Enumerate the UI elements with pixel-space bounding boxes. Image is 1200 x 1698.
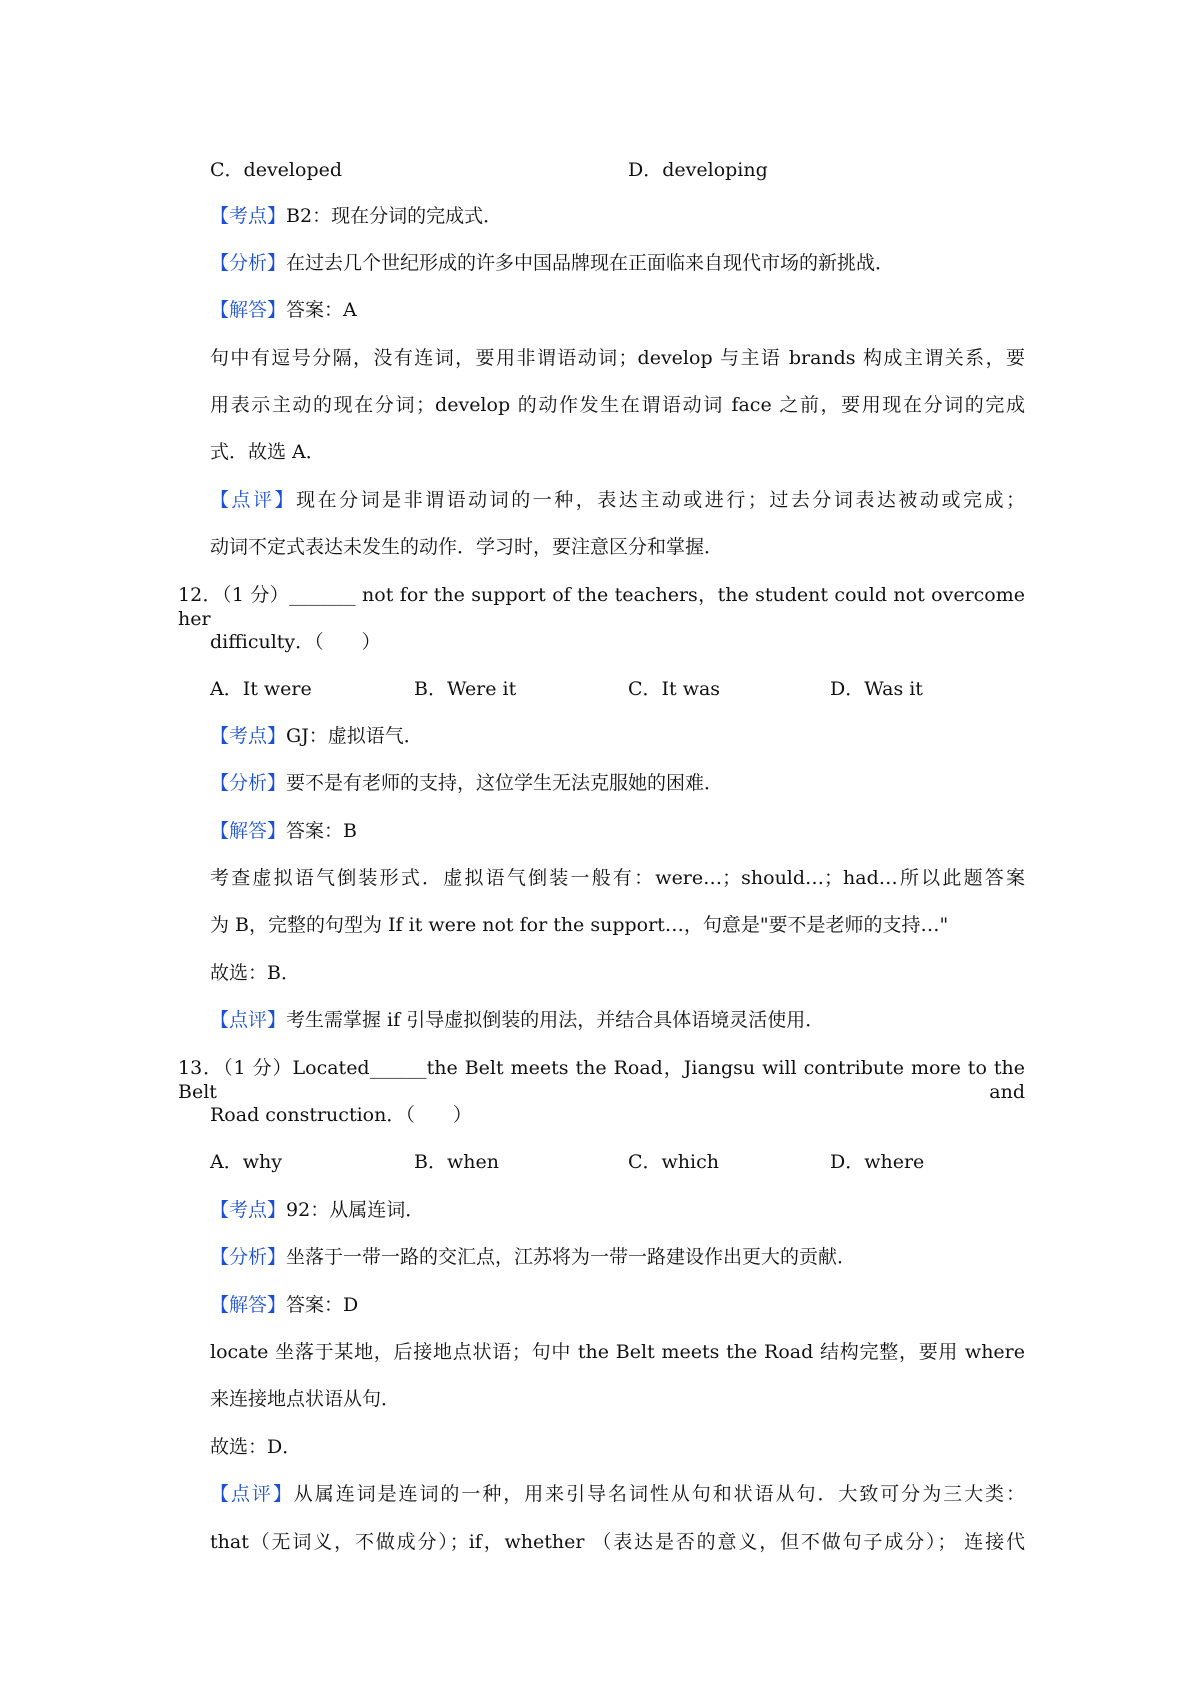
option-d: D．developing: [628, 159, 768, 181]
dianping-text: 考生需掌握 if 引导虚拟倒装的用法，并结合具体语境灵活使用．: [286, 1009, 825, 1031]
q12-option-d: D．Was it: [830, 678, 923, 700]
q13-stem-line-2: Road construction．（ ）: [210, 1104, 472, 1126]
q12-stem-line-1: 12．（1 分）_______ not for the support of the teachers，the student could not overcome her: [178, 584, 1025, 630]
q13-explanation-line-2: 来连接地点状语从句．: [210, 1388, 401, 1410]
q12-option-c: C．It was: [628, 678, 721, 700]
q13-kaodian: [210, 1198, 424, 1222]
q12-kaodian: [210, 724, 423, 748]
q12-option-a: A．It were: [210, 678, 312, 700]
jieda-tag: 【解答】: [210, 299, 287, 321]
q12-explanation-line-1: 考查虚拟语气倒装形式．虚拟语气倒装一般有：were…；should…；had…所以此题答案: [210, 867, 1025, 889]
jieda-text: 答案：A: [286, 299, 357, 321]
option-c: C．developed: [210, 159, 343, 181]
kaodian-tag: 【考点】: [210, 205, 287, 227]
q12-stem-line-2: difficulty．（ ）: [210, 631, 381, 653]
q13-option-c: C．which: [628, 1151, 719, 1173]
q12-jieda: [210, 819, 357, 843]
q13-jieda: [210, 1293, 358, 1317]
fenxi-tag: 【分析】: [210, 772, 287, 794]
dianping-text: 现在分词是非谓语动词的一种，表达主动或进行；过去分词表达被动或完成；: [296, 489, 1025, 511]
jieda-tag: 【解答】: [210, 820, 287, 842]
dianping-text: 从属连词是连词的一种，用来引导名词性从句和状语从句．大致可分为三大类：: [293, 1483, 1025, 1505]
q13-explanation-line-3: 故选：D．: [210, 1436, 302, 1458]
dianping-tag: 【点评】: [210, 1009, 287, 1031]
dianping-tag: 【点评】: [210, 1483, 294, 1505]
q11-explanation-line-3: 式．故选 A．: [210, 441, 325, 463]
kaodian-tag: 【考点】: [210, 725, 287, 747]
jieda-text: 答案：D: [286, 1294, 359, 1316]
q13-fenxi: [210, 1245, 856, 1269]
jieda-text: 答案：B: [286, 820, 357, 842]
q13-options: [0, 1150, 1200, 1174]
fenxi-text: 要不是有老师的支持，这位学生无法克服她的困难．: [286, 772, 724, 794]
kaodian-text: GJ：虚拟语气．: [286, 725, 423, 747]
q13-option-a: A．why: [210, 1151, 282, 1173]
dianping-tag: 【点评】: [210, 489, 297, 511]
jieda-tag: 【解答】: [210, 1294, 287, 1316]
kaodian-text: B2：现在分词的完成式．: [286, 205, 503, 227]
q11-fenxi: [210, 251, 894, 275]
q13-stem-line-1: 13．（1 分）Located______the Belt meets the Road，Jiangsu will contribute more to the Belt and: [178, 1057, 1025, 1103]
q12-dianping: [210, 1008, 824, 1032]
q12-explanation-line-2: 为 B，完整的句型为 If it were not for the support…，句意是"要不是老师的支持…": [210, 914, 949, 936]
q12-option-b: B．Were it: [414, 678, 517, 700]
fenxi-text: 坐落于一带一路的交汇点，江苏将为一带一路建设作出更大的贡献．: [286, 1246, 857, 1268]
q11-jieda: [210, 298, 357, 322]
q11-dianping-line-2: 动词不定式表达未发生的动作．学习时，要注意区分和掌握．: [210, 536, 724, 558]
q13-option-d: D．where: [830, 1151, 925, 1173]
q13-explanation-line-1: locate 坐落于某地，后接地点状语；句中 the Belt meets the Road 结构完整，要用 where: [210, 1341, 1025, 1363]
kaodian-tag: 【考点】: [210, 1199, 287, 1221]
fenxi-tag: 【分析】: [210, 252, 287, 274]
q12-fenxi: [210, 771, 723, 795]
q13-option-b: B．when: [414, 1151, 499, 1173]
q12-explanation-line-3: 故选：B．: [210, 962, 300, 984]
kaodian-text: 92：从属连词．: [286, 1199, 425, 1221]
fenxi-text: 在过去几个世纪形成的许多中国品牌现在正面临来自现代市场的新挑战．: [286, 252, 895, 274]
q13-dianping: [210, 1482, 1025, 1506]
q11-dianping: [210, 488, 1025, 512]
q13-dianping-line-2: that（无词义，不做成分）；if，whether （表达是否的意义，但不做句子成分）； 连接代: [210, 1531, 1025, 1553]
q12-options: [0, 677, 1200, 701]
fenxi-tag: 【分析】: [210, 1246, 287, 1268]
q11-explanation-line-1: 句中有逗号分隔，没有连词，要用非谓语动词；develop 与主语 brands 构成主谓关系，要: [210, 347, 1025, 369]
q11-explanation-line-2: 用表示主动的现在分词；develop 的动作发生在谓语动词 face 之前，要用现在分词的完成: [210, 394, 1025, 416]
q11-kaodian: [210, 204, 502, 228]
